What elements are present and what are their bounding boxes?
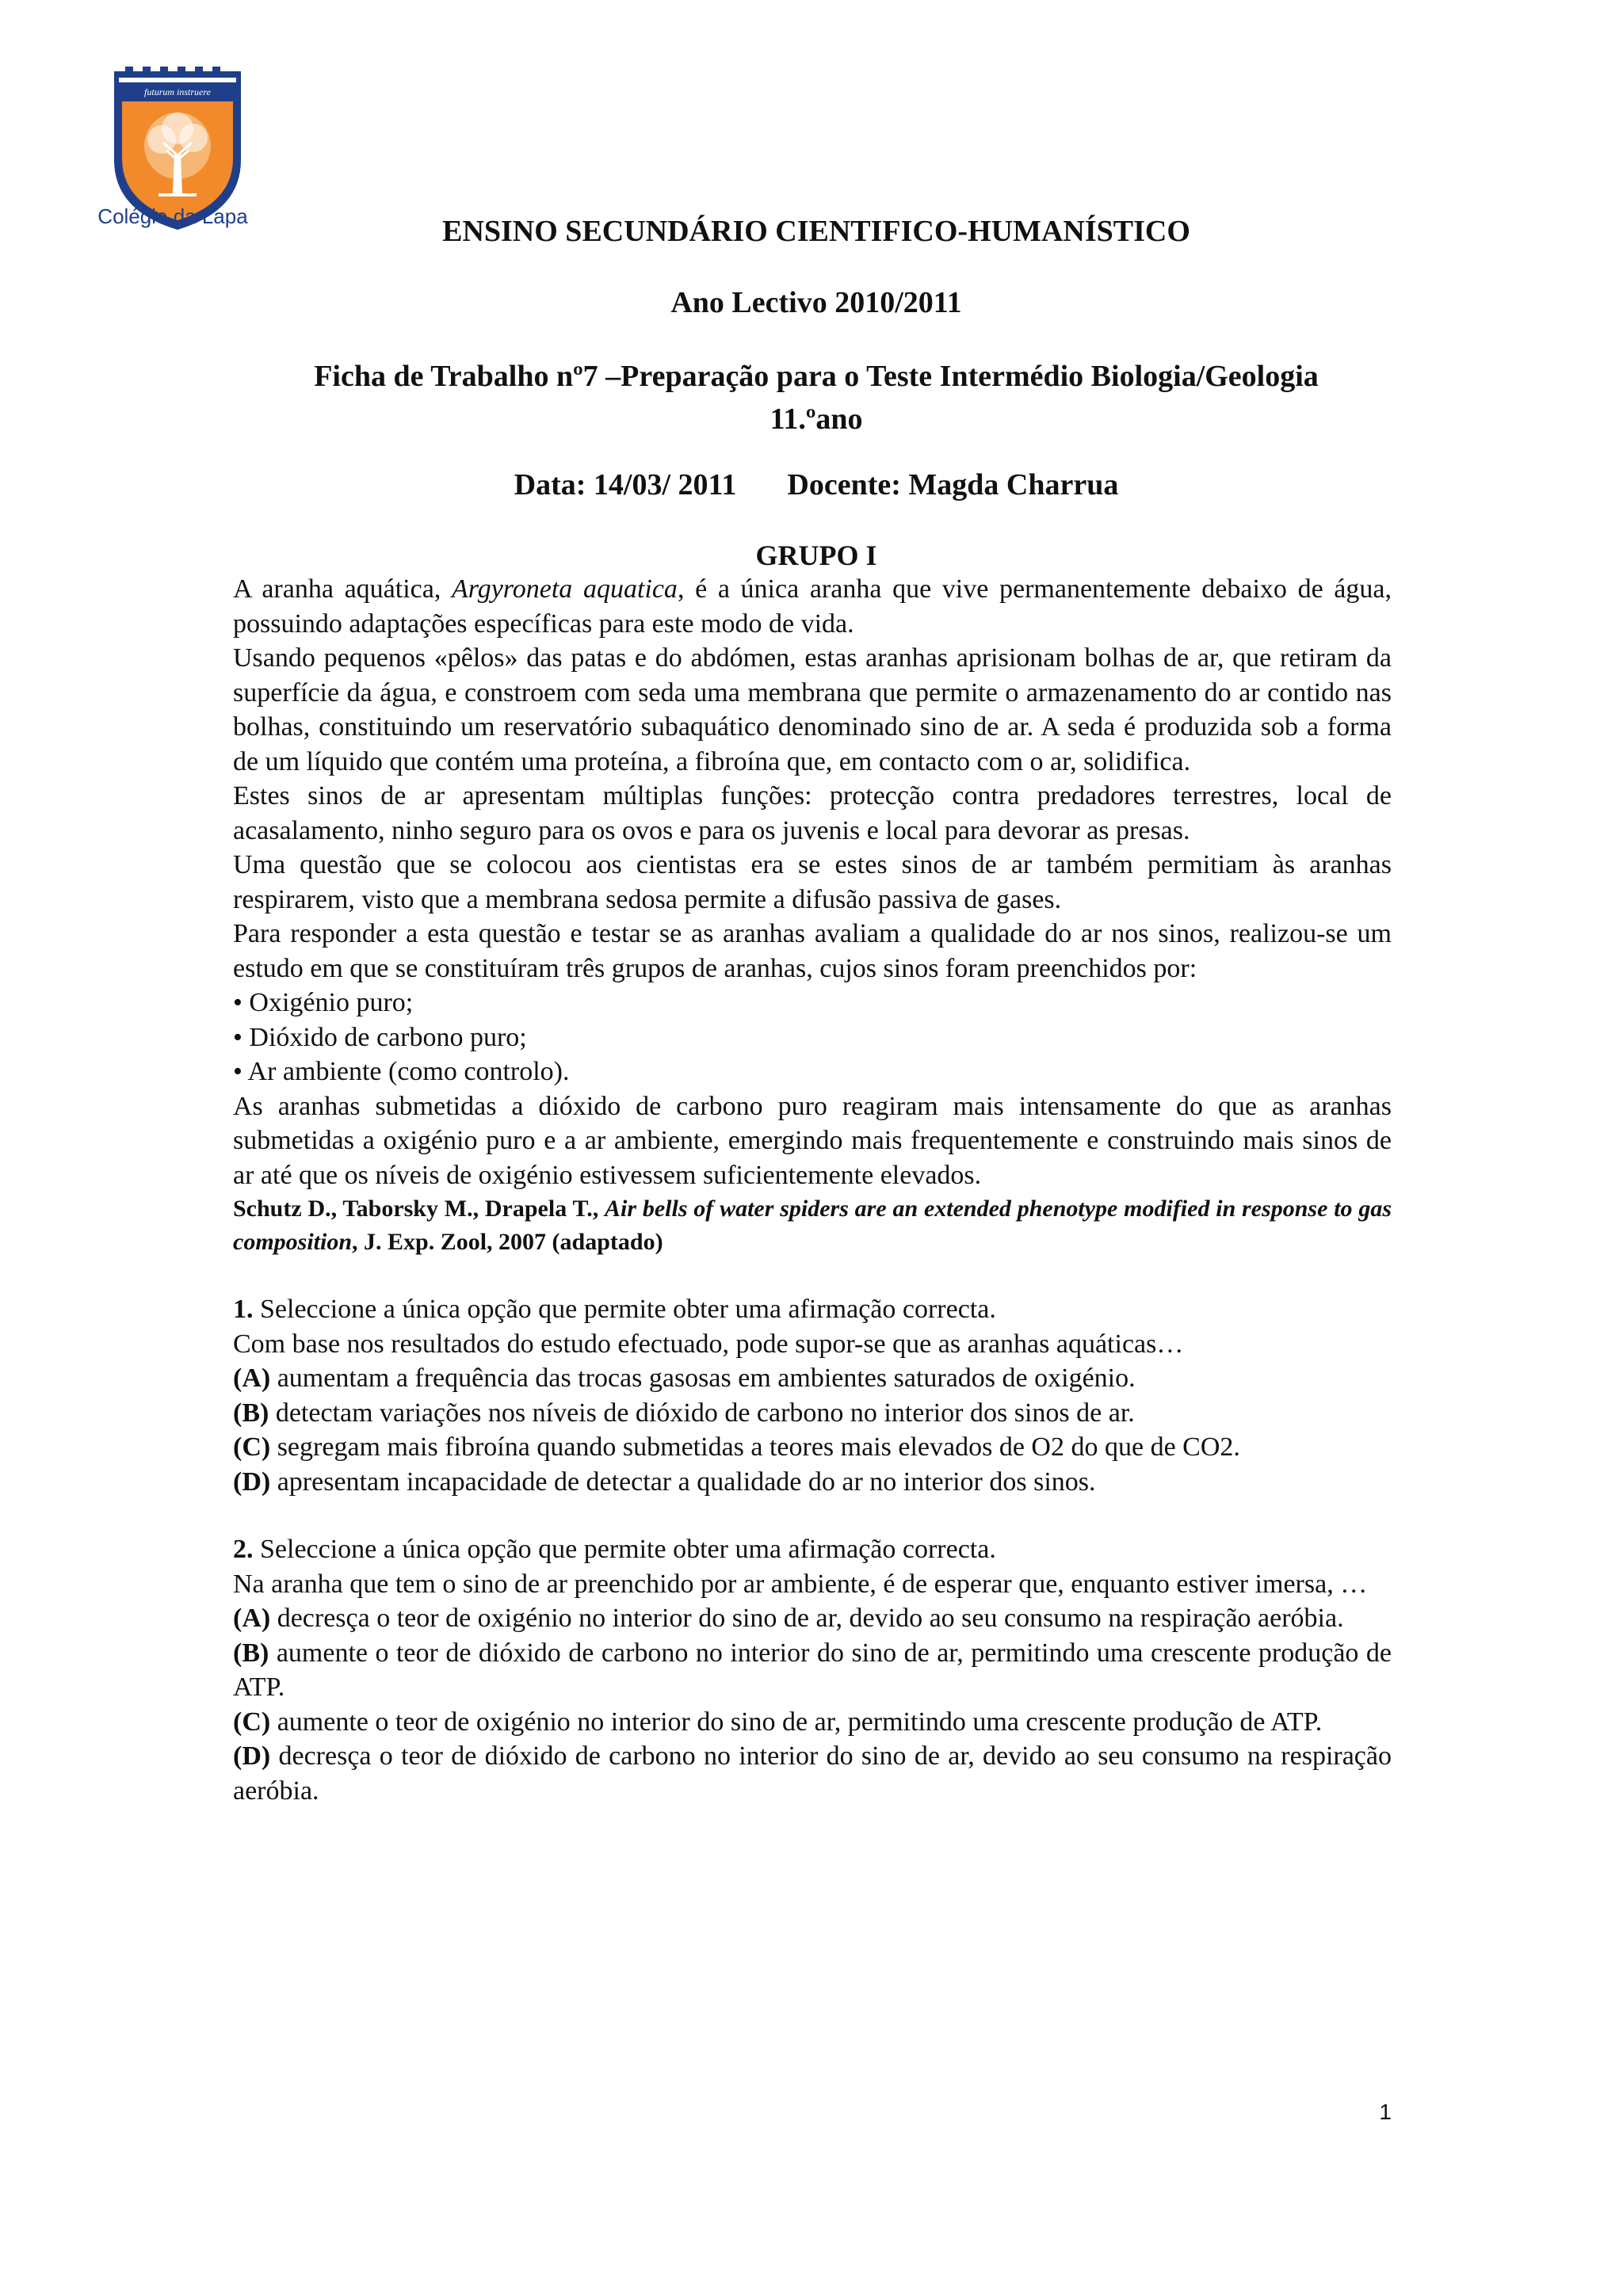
teacher: Docente: Magda Charrua — [787, 468, 1119, 502]
date: Data: 14/03/ 2011 — [514, 468, 737, 502]
page-number: 1 — [1379, 2100, 1392, 2124]
paragraph-2: Usando pequenos «pêlos» das patas e do abdómen, estas aranhas aprisionam bolhas de ar, que retiram da superfície da água, e constroem com seda uma membrana que permite o armazenamento do ar contido nas bolhas, constituindo um reservatório subaquático denominado sino de ar. A seda é produzida sob a forma de um líquido que contém uma proteína, a fibroína que, em contacto com o ar, solidifica. — [233, 643, 1392, 776]
paragraph-4: Uma questão que se colocou aos cientistas era se estes sinos de ar também permitiam às aranhas respirarem, visto que a membrana sedosa permite a difusão passiva de gases. — [233, 850, 1392, 914]
logo-school-name: Colégio da Lapa — [97, 204, 248, 228]
bullet-item: • Oxigénio puro; — [233, 988, 414, 1017]
bullet-item: • Dióxido de carbono puro; — [233, 1022, 527, 1052]
school-heading: ENSINO SECUNDÁRIO CIENTIFICO-HUMANÍSTICO — [442, 215, 1190, 248]
logo-motto: futurum instruere — [144, 86, 211, 97]
group-heading: GRUPO I — [755, 540, 877, 571]
option-b: (B) detectam variações nos níveis de dióxido de carbono no interior dos sinos de ar. — [233, 1398, 1135, 1428]
option-d: (D) decresça o teor de dióxido de carbono no interior do sino de ar, devido ao seu consumo na respiração aeróbia. — [233, 1741, 1392, 1806]
worksheet-title — [230, 355, 1403, 441]
worksheet-title-line2: 11.ºano — [769, 402, 863, 436]
question-stem: Com base nos resultados do estudo efectuado, pode supor-se que as aranhas aquáticas… — [233, 1329, 1184, 1359]
reference: Schutz D., Taborsky M., Drapela T., Air bells of water spiders are an extended phenotype modified in response to gas composition, J. Exp. Zool, 2007 (adaptado) — [233, 1196, 1392, 1255]
date-teacher-line — [230, 467, 1403, 502]
question-2 — [233, 1532, 1392, 1808]
question-stem: Na aranha que tem o sino de ar preenchido por ar ambiente, é de esperar que, enquanto estiver imersa, … — [233, 1569, 1368, 1599]
question-1 — [233, 1292, 1392, 1499]
option-d: (D) apresentam incapacidade de detectar a qualidade do ar no interior dos sinos. — [233, 1466, 1096, 1497]
paragraph-6: As aranhas submetidas a dióxido de carbono puro reagiram mais intensamente do que as aranhas submetidas a oxigénio puro e a ar ambiente, emergindo mais frequentemente e construindo mais sinos de ar até que os níveis de oxigénio estivessem suficientemente elevados. — [233, 1091, 1392, 1190]
worksheet-title-line1: Ficha de Trabalho nº7 –Preparação para o Teste Intermédio Biologia/Geologia — [314, 360, 1319, 393]
question-number: 1. — [233, 1295, 254, 1324]
question-number: 2. — [233, 1535, 254, 1564]
option-a: (A) aumentam a frequência das trocas gasosas em ambientes saturados de oxigénio. — [233, 1363, 1136, 1393]
school-year: Ano Lectivo 2010/2011 — [670, 286, 962, 319]
species-name: Argyroneta aquatica — [451, 574, 678, 604]
question-prompt: Seleccione a única opção que permite obter uma afirmação correcta. — [253, 1535, 996, 1564]
option-c: (C) aumente o teor de oxigénio no interior do sino de ar, permitindo uma crescente produção de ATP. — [233, 1707, 1323, 1737]
option-a: (A) decresça o teor de oxigénio no interior do sino de ar, devido ao seu consumo na respiração aeróbia. — [233, 1604, 1344, 1633]
option-b: (B) aumente o teor de dióxido de carbono no interior do sino de ar, permitindo uma crescente produção de ATP. — [233, 1638, 1392, 1702]
paragraph-5: Para responder a esta questão e testar se as aranhas avaliam a qualidade do ar nos sinos, realizou-se um estudo em que se constituíram três grupos de aranhas, cujos sinos foram preenchidos por: — [233, 919, 1392, 983]
question-prompt: Seleccione a única opção que permite obter uma afirmação correcta. — [253, 1295, 996, 1324]
paragraph-3: Estes sinos de ar apresentam múltiplas funções: protecção contra predadores terrestres, local de acasalamento, ninho seguro para os ovos e para os juvenis e local para devorar as presas. — [233, 781, 1392, 845]
reading-text — [233, 572, 1392, 1808]
paragraph-1: A aranha aquática, Argyroneta aquatica, é a única aranha que vive permanentemente debaixo de água, possuindo adaptações específicas para este modo de vida. — [233, 574, 1392, 639]
reference-title: Air bells of water spiders are an extended phenotype modified in response to gas composition — [233, 1196, 1392, 1255]
bullet-item: • Ar ambiente (como controlo). — [233, 1057, 570, 1086]
option-c: (C) segregam mais fibroína quando submetidas a teores mais elevados de O2 do que de CO2. — [233, 1432, 1240, 1462]
